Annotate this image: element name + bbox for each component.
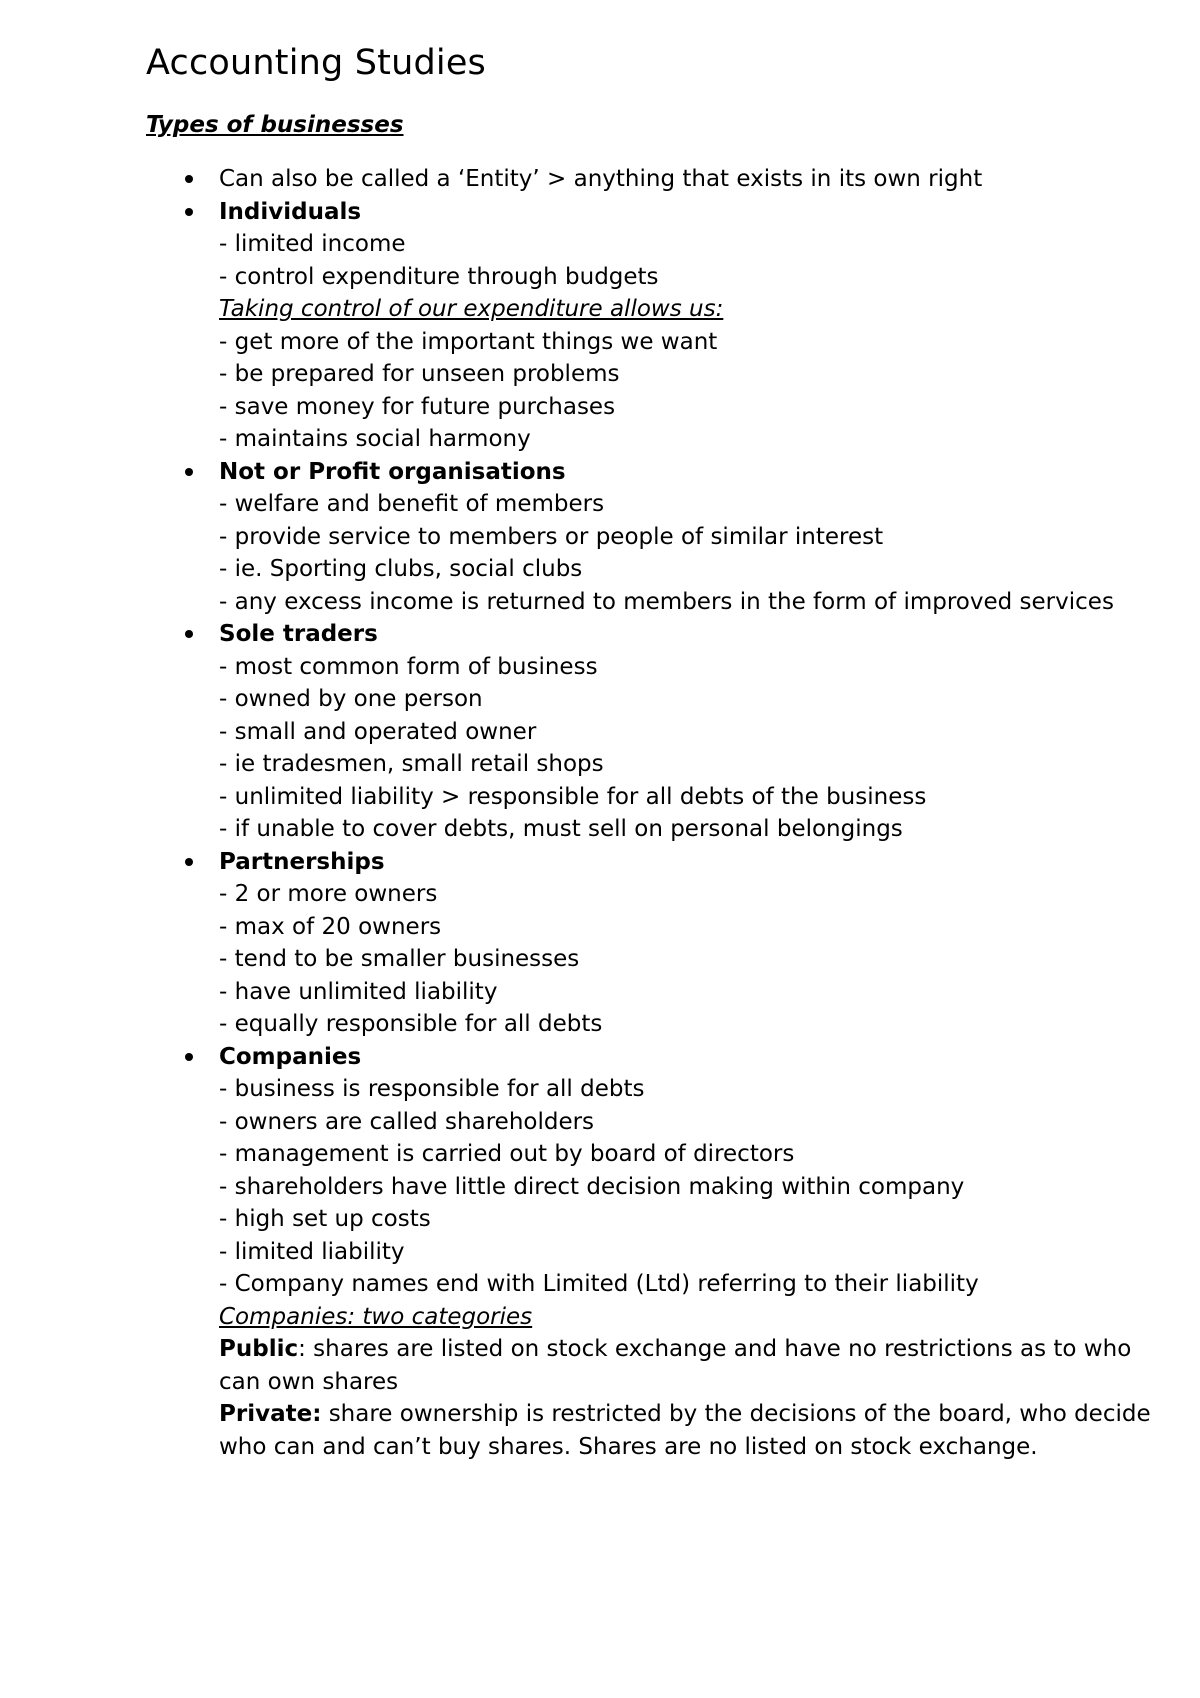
companies-line: - limited liability — [219, 1238, 405, 1265]
not-profit-title: Not or Profit organisations — [219, 458, 566, 485]
individuals-subline: - be prepared for unseen problems — [219, 361, 620, 387]
not-profit-line: - ie. Sporting clubs, social clubs — [219, 556, 583, 582]
list-item-individuals — [219, 196, 1159, 456]
partnerships-line: - max of 20 owners — [219, 913, 442, 940]
list-item-not-profit — [219, 456, 1159, 619]
partnerships-line: - have unlimited liability — [219, 978, 498, 1005]
public-company-paragraph — [219, 1333, 1159, 1398]
individuals-line: - limited income — [219, 231, 406, 257]
companies-line: - Company names end with Limited (Ltd) referring to their liability — [219, 1271, 979, 1297]
public-label: Public — [219, 1336, 299, 1362]
private-company-paragraph — [219, 1398, 1159, 1463]
sole-traders-title: Sole traders — [219, 621, 378, 647]
companies-subheading: Companies: two categories — [219, 1303, 533, 1330]
sole-traders-line: - small and operated owner — [219, 718, 537, 745]
companies-title: Companies — [219, 1043, 362, 1070]
companies-line: - owners are called shareholders — [219, 1108, 595, 1135]
companies-line: - management is carried out by board of directors — [219, 1141, 795, 1167]
private-label: Private: — [219, 1401, 322, 1427]
individuals-subheading: Taking control of our expenditure allows us: — [219, 296, 724, 322]
companies-line: - high set up costs — [219, 1206, 431, 1232]
sole-traders-line: - owned by one person — [219, 686, 483, 712]
not-profit-line: - any excess income is returned to members in the form of improved services — [219, 588, 1114, 615]
not-profit-line: - welfare and benefit of members — [219, 491, 605, 517]
private-text: share ownership is restricted by the decisions of the board, who decide who can and can’t buy shares. Shares are no listed on stock exchange. — [219, 1401, 1151, 1460]
companies-line: - business is responsible for all debts — [219, 1076, 645, 1102]
individuals-subline: - get more of the important things we want — [219, 328, 718, 355]
section-heading: Types of businesses — [146, 112, 404, 138]
partnerships-title: Partnerships — [219, 848, 385, 875]
companies-line: - shareholders have little direct decision making within company — [219, 1173, 965, 1200]
sole-traders-line: - ie tradesmen, small retail shops — [219, 751, 604, 777]
list-item-companies — [219, 1041, 1159, 1464]
sole-traders-line: - unlimited liability > responsible for all debts of the business — [219, 783, 927, 810]
document-title: Accounting Studies — [146, 43, 486, 83]
partnerships-line: - 2 or more owners — [219, 881, 438, 907]
list-item-entity — [219, 163, 1159, 196]
individuals-line: - control expenditure through budgets — [219, 263, 659, 290]
list-item-sole-traders — [219, 618, 1159, 846]
sole-traders-line: - most common form of business — [219, 653, 598, 680]
not-profit-line: - provide service to members or people of similar interest — [219, 523, 884, 550]
public-text: : shares are listed on stock exchange and have no restrictions as to who can own shares — [219, 1336, 1132, 1395]
individuals-title: Individuals — [219, 198, 362, 225]
sole-traders-line: - if unable to cover debts, must sell on personal belongings — [219, 816, 903, 842]
partnerships-line: - equally responsible for all debts — [219, 1011, 603, 1037]
entity-definition: Can also be called a ‘Entity’ > anything that exists in its own right — [219, 166, 983, 192]
partnerships-line: - tend to be smaller businesses — [219, 946, 580, 972]
individuals-subline: - maintains social harmony — [219, 426, 531, 452]
list-item-partnerships — [219, 846, 1159, 1041]
business-types-list — [219, 163, 1159, 1463]
individuals-subline: - save money for future purchases — [219, 393, 616, 420]
